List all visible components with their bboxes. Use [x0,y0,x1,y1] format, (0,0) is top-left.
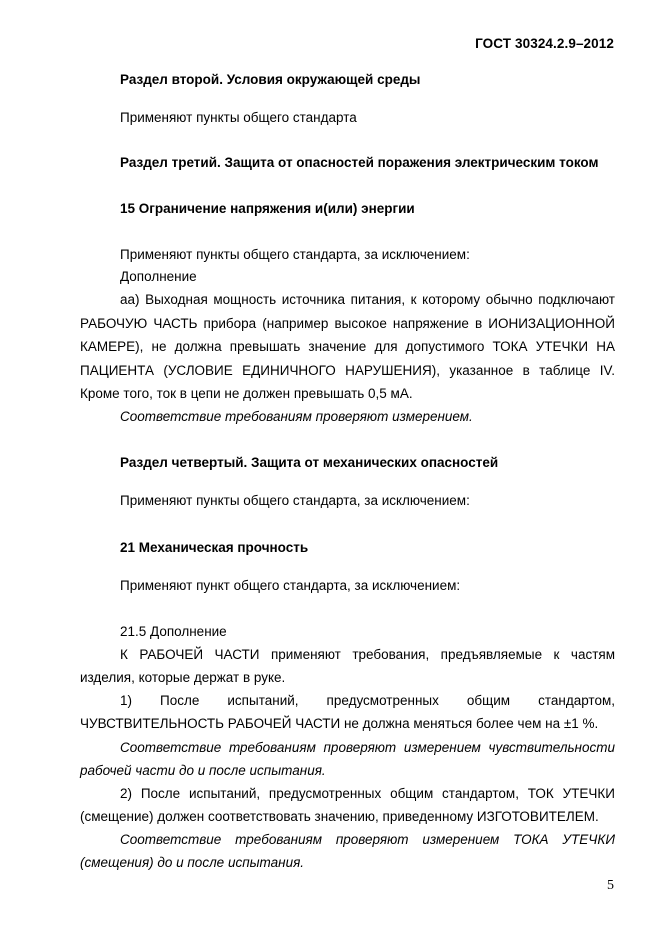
list-item-2-line: 2) После испытаний, предусмотренных общим стандартом, ТОК УТЕЧКИ [120,786,615,801]
paragraph-line: РАБОЧУЮ ЧАСТЬ прибора (например высокое напряжение в ИОНИЗАЦИОННОЙ [80,316,615,331]
standard-id-header: ГОСТ 30324.2.9–2012 [475,36,614,51]
page-number: 5 [607,878,614,893]
list-item-1-line: ЧУВСТВИТЕЛЬНОСТЬ РАБОЧЕЙ ЧАСТИ не должна меняться более чем на ±1 %. [80,716,599,731]
paragraph-line: Кроме того, ток в цепи не должен превышать 0,5 мА. [80,386,413,401]
compliance-note: Соответствие требованиям проверяют измерением чувствительности [120,740,615,755]
section-3-heading: Раздел третий. Защита от опасностей поражения электрическим током [120,155,599,170]
clause-15-text: Применяют пункты общего стандарта, за исключением: [120,247,470,262]
list-item-1-line: 1) После испытаний, предусмотренных общим стандартом, [120,693,615,708]
section-2-text: Применяют пункты общего стандарта [120,110,357,125]
compliance-note: Соответствие требованиям проверяют измерением ТОКА УТЕЧКИ [120,832,615,847]
compliance-note: Соответствие требованиям проверяют измерением. [120,409,473,424]
compliance-note: (смещения) до и после испытания. [80,855,305,870]
section-4-text: Применяют пункты общего стандарта, за исключением: [120,493,470,508]
clause-21-5-label: 21.5 Дополнение [120,624,227,639]
clause-21-heading: 21 Механическая прочность [120,540,309,555]
paragraph-line: К РАБОЧЕЙ ЧАСТИ применяют требования, предъявляемые к частям [120,647,615,662]
paragraph-line: КАМЕРЕ), не должна превышать значение для допустимого ТОКА УТЕЧКИ НА [80,339,615,354]
clause-21-text: Применяют пункт общего стандарта, за исключением: [120,578,461,593]
paragraph-line: ПАЦИЕНТА (УСЛОВИЕ ЕДИНИЧНОГО НАРУШЕНИЯ), указанное в таблице IV. [80,363,615,378]
paragraph-line: аа) Выходная мощность источника питания, к которому обычно подключают [120,292,615,307]
paragraph-line: изделия, которые держат в руке. [80,670,286,685]
compliance-note: рабочей части до и после испытания. [80,763,326,778]
list-item-2-line: (смещение) должен соответствовать значению, приведенному ИЗГОТОВИТЕЛЕМ. [80,809,599,824]
section-2-heading: Раздел второй. Условия окружающей среды [120,72,421,87]
section-4-heading: Раздел четвертый. Защита от механических опасностей [120,455,499,470]
clause-15-heading: 15 Ограничение напряжения и(или) энергии [120,201,415,216]
clause-15-addition-label: Дополнение [120,269,197,284]
